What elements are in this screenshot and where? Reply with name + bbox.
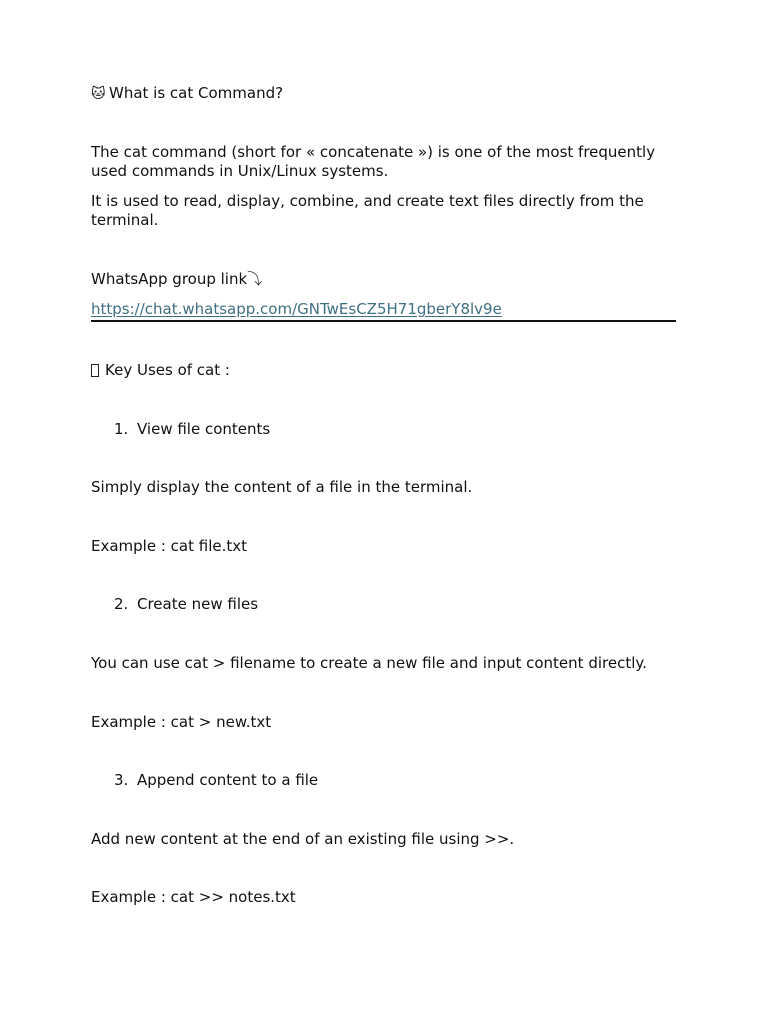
cat-face-icon: 🐱: [91, 86, 106, 102]
key-uses-heading: [91, 361, 691, 380]
item-1-example: Example : cat file.txt: [91, 537, 248, 555]
list-number: 1.: [114, 420, 129, 438]
page-title: [91, 84, 691, 104]
intro-paragraph-2: It is used to read, display, combine, and create text files directly from the terminal.: [91, 192, 644, 229]
list-item-1: [114, 420, 714, 439]
key-uses-title: Key Uses of cat :: [105, 361, 230, 379]
missing-glyph-icon: [91, 364, 99, 377]
list-item-title: View file contents: [137, 420, 271, 438]
item-3-example: Example : cat >> notes.txt: [91, 888, 296, 906]
list-item-2: [114, 595, 714, 614]
page-title-text: What is cat Command?: [109, 84, 284, 102]
horizontal-rule: [91, 320, 676, 322]
item-2-description: You can use cat > filename to create a new file and input content directly.: [91, 654, 647, 672]
list-item-title: Create new files: [137, 595, 259, 613]
list-number: 2.: [114, 595, 129, 613]
whatsapp-label: WhatsApp group link⤵: [91, 270, 263, 288]
list-item-title: Append content to a file: [137, 771, 319, 789]
intro-paragraph-1: The cat command (short for « concatenate ») is one of the most frequently used commands in Unix/Linux systems.: [91, 143, 656, 180]
item-3-description: Add new content at the end of an existing file using >>.: [91, 830, 515, 848]
item-1-description: Simply display the content of a file in the terminal.: [91, 478, 473, 496]
item-2-example: Example : cat > new.txt: [91, 713, 272, 731]
whatsapp-link-line: [91, 300, 691, 319]
whatsapp-link[interactable]: https://chat.whatsapp.com/GNTwEsCZ5H71gberY8lv9e: [91, 300, 502, 318]
list-number: 3.: [114, 771, 129, 789]
list-item-3: [114, 771, 714, 790]
